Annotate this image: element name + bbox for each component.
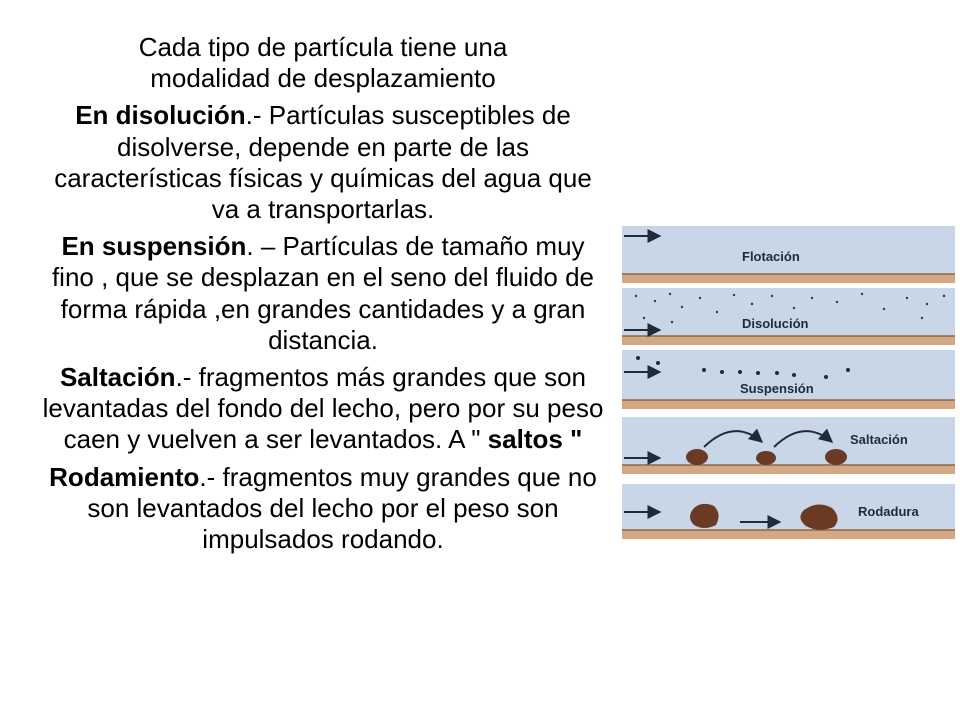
bed-strip <box>622 400 955 409</box>
text-rodamiento: .- fragmentos muy grandes que no son levantados del lecho por el peso son impulsados rodando. <box>87 461 597 555</box>
text-disolucion: .- Partículas susceptibles de disolverse, depende en parte de las características físicas y químicas del agua que va a transportarlas. <box>54 100 592 225</box>
panel-label-saltacion: Saltación <box>850 432 908 447</box>
term-rodamiento: Rodamiento <box>49 461 200 492</box>
panel-suspension <box>622 350 955 409</box>
term-saltacion: Saltación <box>59 362 176 393</box>
term-disolucion: En disolución <box>75 100 246 131</box>
bed-strip <box>622 274 955 283</box>
paragraph-suspension <box>40 231 606 356</box>
paragraph-saltacion <box>40 362 606 456</box>
panel-label-flotacion: Flotación <box>742 249 800 264</box>
bed-strip <box>622 465 955 474</box>
panel-label-rodadura: Rodadura <box>858 504 919 519</box>
paragraph-rodamiento <box>40 462 606 556</box>
pebble <box>686 449 708 465</box>
text-suspension: . – Partículas de tamaño muy fino , que se desplazan en el seno del fluido de forma rápida ,en grandes cantidades y a gran distancia. <box>51 231 595 355</box>
panel-saltacion <box>622 417 955 474</box>
panel-label-suspension: Suspensión <box>740 381 814 396</box>
heading-line-1: Cada tipo de partícula tiene una <box>138 32 508 62</box>
panel-label-disolucion: Disolución <box>742 316 809 331</box>
text-saltacion: .- fragmentos más grandes que son levantadas del fondo del lecho, pero por su peso caen y vuelven a ser levantados. A " <box>42 362 604 455</box>
term-suspension: En suspensión <box>61 231 247 262</box>
panel-flotacion <box>622 226 955 283</box>
bed-strip <box>622 530 955 539</box>
pebble <box>756 451 776 465</box>
pebble <box>825 449 847 465</box>
paragraph-disolucion <box>40 100 606 225</box>
transport-modes-figure <box>622 222 955 542</box>
bed-strip <box>622 336 955 345</box>
panel-disolucion <box>622 288 955 345</box>
heading-line-2: modalidad de desplazamiento <box>150 63 496 94</box>
term-saltos: saltos " <box>487 424 583 455</box>
main-text <box>40 32 606 561</box>
transport-diagram <box>622 222 955 542</box>
heading <box>40 32 606 94</box>
water-area <box>622 288 955 340</box>
panel-rodadura <box>622 484 955 539</box>
